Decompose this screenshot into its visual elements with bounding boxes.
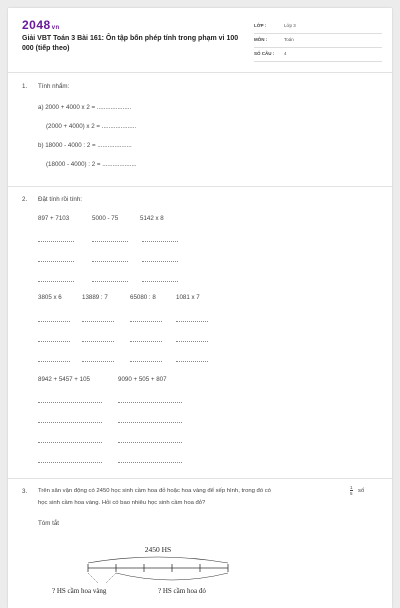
meta-value: Lớp 3 bbox=[284, 23, 296, 28]
answer-line bbox=[38, 441, 102, 443]
answer-line bbox=[118, 441, 182, 443]
total-label: 2450 HS bbox=[144, 545, 172, 554]
red-brace bbox=[116, 573, 228, 580]
fraction-numerator: 1 bbox=[350, 485, 353, 490]
fraction bbox=[350, 485, 353, 496]
answer-line bbox=[130, 320, 162, 322]
document-page bbox=[8, 8, 392, 608]
document-title: Giải VBT Toán 3 Bài 161: Ôn tập bốn phép tính trong phạm vi 100 000 (tiếp theo) bbox=[22, 35, 239, 52]
divider bbox=[8, 186, 392, 187]
meta-row-class bbox=[254, 22, 382, 34]
answer-line bbox=[118, 461, 182, 463]
expression: 8942 + 5457 + 105 bbox=[38, 376, 90, 383]
answer-line bbox=[82, 360, 114, 362]
meta-label: LỚP : bbox=[254, 23, 267, 28]
exercise-line: b) 18000 - 4000 : 2 = .................... bbox=[38, 142, 132, 149]
problem-text: học sinh cầm hoa vàng. Hỏi có bao nhiêu học sinh cầm hoa đỏ? bbox=[38, 500, 206, 506]
answer-line bbox=[118, 421, 182, 423]
divider bbox=[8, 478, 392, 479]
answer-line bbox=[130, 340, 162, 342]
answer-line bbox=[82, 320, 114, 322]
answer-line bbox=[38, 461, 102, 463]
logo-suffix: vn bbox=[51, 25, 60, 31]
answer-line bbox=[38, 240, 74, 242]
problem-text: Trên sân vận động có 2450 học sinh cầm hoa đỏ hoặc hoa vàng để xếp hình, trong đó có bbox=[38, 488, 271, 494]
meta-value: Toán bbox=[284, 37, 294, 42]
total-brace bbox=[88, 557, 228, 563]
problem-text: số bbox=[358, 488, 365, 494]
divider bbox=[8, 72, 392, 73]
yellow-label: ? HS cầm hoa vàng bbox=[52, 587, 107, 595]
answer-line bbox=[38, 421, 102, 423]
expression: 9090 + 505 + 807 bbox=[118, 376, 167, 383]
document-header bbox=[8, 8, 392, 72]
expression: 13889 : 7 bbox=[82, 294, 108, 301]
expression: 65080 : 8 bbox=[130, 294, 156, 301]
exercise-line: (18000 - 4000) : 2 = .................... bbox=[46, 161, 137, 168]
site-logo[interactable] bbox=[22, 18, 60, 32]
answer-line bbox=[92, 240, 128, 242]
exercise-line: a) 2000 + 4000 x 2 = .................... bbox=[38, 104, 132, 111]
answer-line bbox=[38, 401, 102, 403]
meta-row-question-count bbox=[254, 50, 382, 62]
answer-line bbox=[176, 360, 208, 362]
meta-row-subject bbox=[254, 36, 382, 48]
answer-line bbox=[82, 340, 114, 342]
expression: 897 + 7103 bbox=[38, 215, 70, 222]
answer-line bbox=[38, 260, 74, 262]
answer-line bbox=[176, 320, 208, 322]
expression: 5000 - 75 bbox=[92, 215, 119, 222]
yellow-brace bbox=[88, 573, 116, 583]
segment-diagram bbox=[46, 543, 246, 599]
question-number: 3. bbox=[22, 488, 28, 495]
document-meta bbox=[254, 22, 382, 64]
question-number: 1. bbox=[22, 83, 28, 90]
answer-line bbox=[38, 360, 70, 362]
answer-line bbox=[176, 340, 208, 342]
answer-line bbox=[38, 340, 70, 342]
meta-label: MÔN : bbox=[254, 37, 268, 42]
answer-line bbox=[142, 280, 178, 282]
meta-value: 4 bbox=[284, 51, 287, 56]
red-label: ? HS cầm hoa đỏ bbox=[158, 587, 206, 595]
answer-line bbox=[118, 401, 182, 403]
summary-label: Tóm tắt bbox=[38, 520, 59, 527]
fraction-denominator: 5 bbox=[350, 491, 353, 496]
logo-text: 2048 bbox=[22, 18, 51, 32]
answer-line bbox=[38, 280, 74, 282]
meta-label: SỐ CÂU : bbox=[254, 51, 275, 56]
question-prompt: Đặt tính rồi tính: bbox=[38, 196, 83, 203]
answer-line bbox=[92, 280, 128, 282]
expression: 5142 x 8 bbox=[140, 215, 164, 222]
answer-line bbox=[142, 240, 178, 242]
question-prompt: Tính nhẩm: bbox=[38, 83, 70, 90]
answer-line bbox=[142, 260, 178, 262]
answer-line bbox=[130, 360, 162, 362]
answer-line bbox=[38, 320, 70, 322]
expression: 1081 x 7 bbox=[176, 294, 200, 301]
question-number: 2. bbox=[22, 196, 28, 203]
exercise-line: (2000 + 4000) x 2 = .................... bbox=[46, 123, 137, 130]
expression: 3805 x 6 bbox=[38, 294, 62, 301]
answer-line bbox=[92, 260, 128, 262]
